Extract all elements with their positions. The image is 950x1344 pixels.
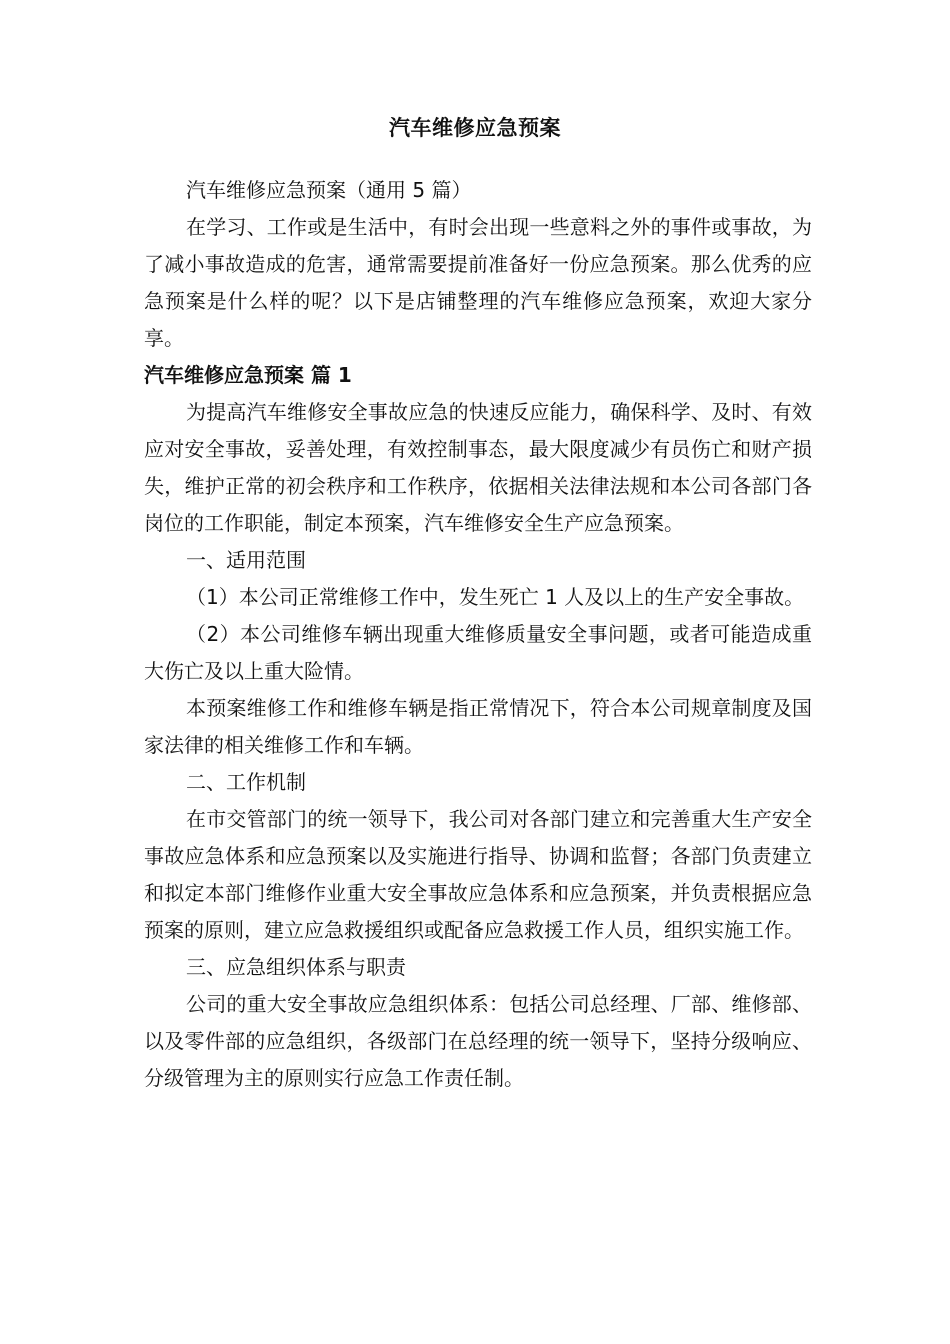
organization-heading: 三、应急组织体系与职责 [186, 955, 406, 979]
scope-item-1: （1）本公司正常维修工作中，发生死亡 1 人及以上的生产安全事故。 [186, 585, 805, 609]
section-heading: 汽车维修应急预案 篇 1 [144, 363, 352, 387]
scope-heading: 一、适用范围 [186, 548, 306, 572]
purpose-paragraph: 为提高汽车维修安全事故应急的快速反应能力，确保科学、及时、有效应对安全事故，妥善处理，有效控制事态，最大限度减少有员伤亡和财产损失，维护正常的初会秩序和工作秩序，依据相关法律法规和本公司各部门各岗位的工作职能，制定本预案，汽车维修安全生产应急预案。 [144, 400, 812, 535]
organization-paragraph: 公司的重大安全事故应急组织体系：包括公司总经理、厂部、维修部、以及零件部的应急组织，各级部门在总经理的统一领导下，坚持分级响应、分级管理为主的原则实行应急工作责任制。 [144, 992, 812, 1090]
scope-note: 本预案维修工作和维修车辆是指正常情况下，符合本公司规章制度及国家法律的相关维修工作和车辆。 [144, 696, 812, 757]
intro-paragraph: 在学习、工作或是生活中，有时会出现一些意料之外的事件或事故，为了减小事故造成的危害，通常需要提前准备好一份应急预案。那么优秀的应急预案是什么样的呢？以下是店铺整理的汽车维修应急预案，欢迎大家分享。 [144, 215, 812, 350]
mechanism-heading: 二、工作机制 [186, 770, 306, 794]
mechanism-paragraph: 在市交管部门的统一领导下，我公司对各部门建立和完善重大生产安全事故应急体系和应急预案以及实施进行指导、协调和监督；各部门负责建立和拟定本部门维修作业重大安全事故应急体系和应急预案，并负责根据应急预案的原则，建立应急救援组织或配备应急救援工作人员，组织实施工作。 [144, 807, 812, 942]
scope-item-2: （2）本公司维修车辆出现重大维修质量安全事问题，或者可能造成重大伤亡及以上重大险情。 [144, 622, 812, 683]
document-body [144, 172, 812, 1097]
subtitle-paragraph: 汽车维修应急预案（通用 5 篇） [186, 178, 472, 202]
document-title: 汽车维修应急预案 [389, 116, 561, 140]
